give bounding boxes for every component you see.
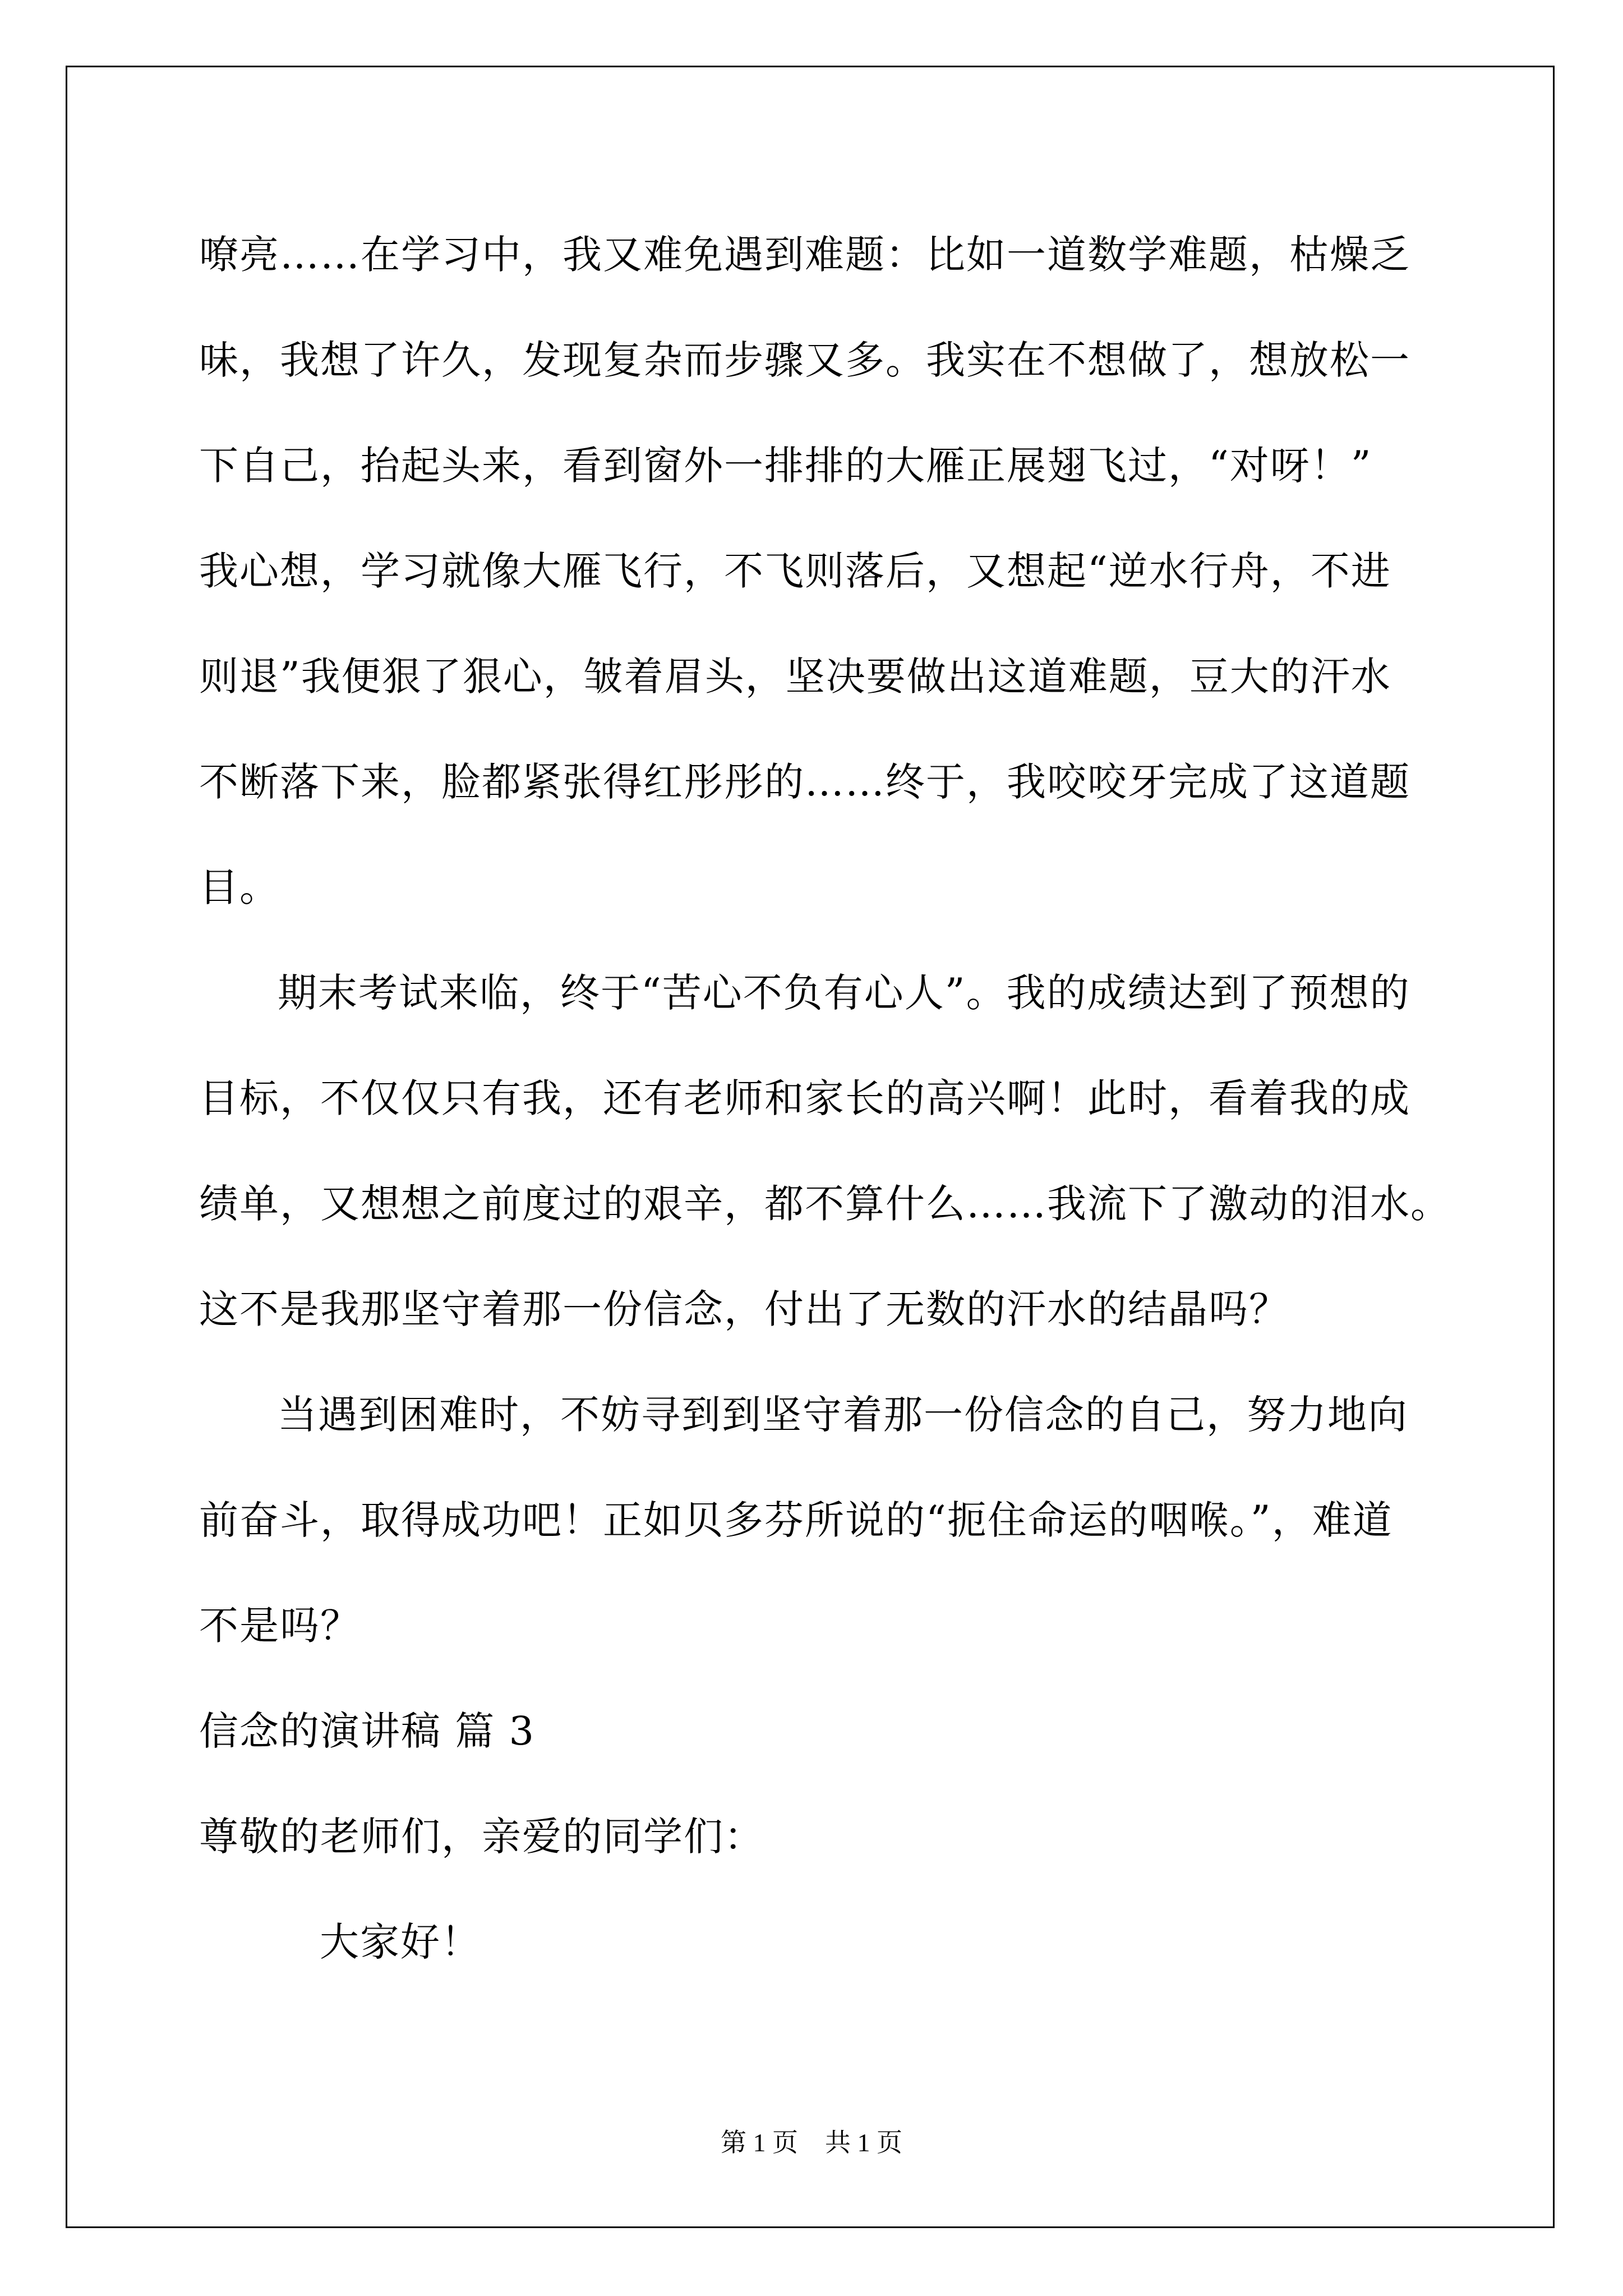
text-line: 下自己，抬起头来，看到窗外一排排的大雁正展翅飞过，“对呀！”	[199, 443, 1372, 489]
text-line: 味，我想了许久，发现复杂而步骤又多。我实在不想做了，想放松一	[199, 337, 1410, 383]
paragraph	[199, 1362, 1430, 1678]
text-line: 我心想，学习就像大雁飞行，不飞则落后，又想起“逆水行舟，不进	[199, 548, 1391, 594]
text-line: 前奋斗，取得成功吧！正如贝多芬所说的“扼住命运的咽喉。”，难道	[199, 1497, 1393, 1543]
text-line: 目。	[199, 864, 280, 910]
text-line: 则退”我便狠了狠心，皱着眉头，坚决要做出这道难题，豆大的汗水	[199, 654, 1391, 700]
document-body	[199, 202, 1451, 1995]
page-footer	[0, 2126, 1623, 2160]
page-number-total: 共 1 页	[825, 2128, 902, 2157]
paragraph	[199, 940, 1451, 1362]
page-number-current: 第 1 页	[721, 2128, 798, 2157]
text-line: 当遇到困难时，不妨寻到到坚守着那一份信念的自己，努力地向	[278, 1392, 1408, 1438]
greeting: 大家好！	[320, 1919, 481, 1965]
text-line: 绩单，又想想之前度过的艰辛，都不算什么……我流下了激动的泪水。	[199, 1181, 1451, 1227]
section-title: 信念的演讲稿 篇 3	[199, 1708, 536, 1754]
text-line: 嘹亮……在学习中，我又难免遇到难题：比如一道数学难题，枯燥乏	[199, 232, 1410, 278]
text-line: 期末考试来临，终于“苦心不负有心人”。我的成绩达到了预想的	[278, 970, 1410, 1016]
text-line: 不断落下来，脸都紧张得红彤彤的……终于，我咬咬牙完成了这道题	[199, 759, 1410, 805]
text-line: 不是吗？	[199, 1603, 361, 1649]
paragraph	[199, 202, 1430, 940]
salutation: 尊敬的老师们，亲爱的同学们：	[199, 1814, 764, 1860]
text-line: 目标，不仅仅只有我，还有老师和家长的高兴啊！此时，看着我的成	[199, 1075, 1410, 1121]
text-line: 这不是我那坚守着那一份信念，付出了无数的汗水的结晶吗？	[199, 1286, 1289, 1332]
